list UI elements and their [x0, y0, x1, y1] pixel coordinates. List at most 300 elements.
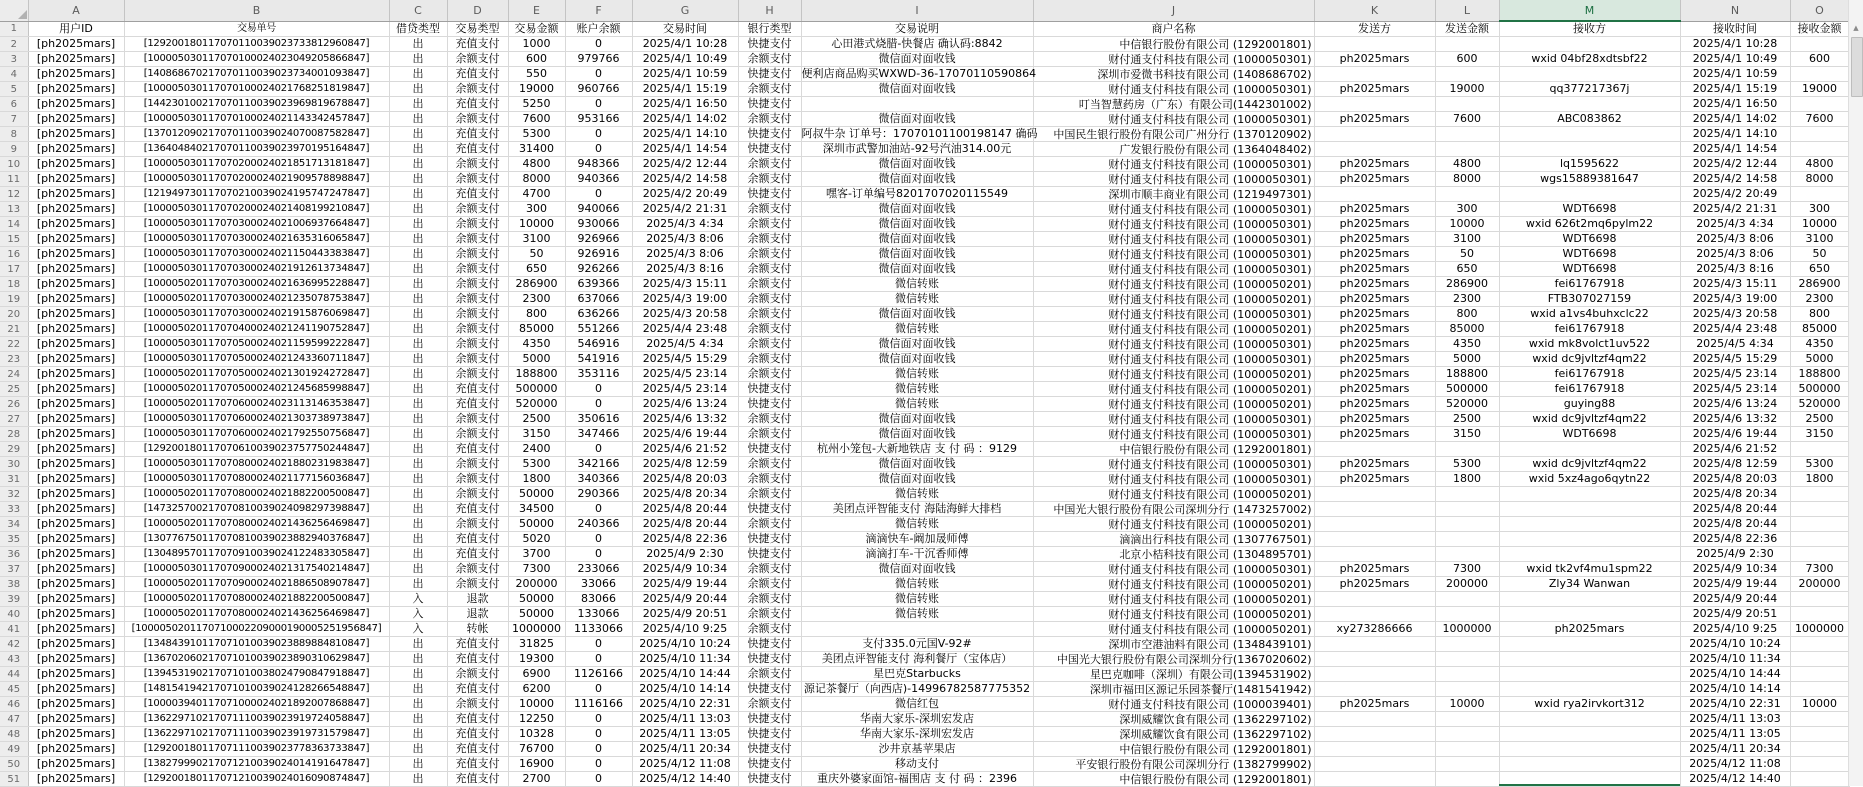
- cell-sender[interactable]: ph2025mars: [1314, 157, 1435, 172]
- cell-transaction-no[interactable]: [129200180117071210039024016090874847]: [124, 772, 389, 787]
- cell-account-balance[interactable]: 0: [565, 637, 632, 652]
- cell-receive-time[interactable]: 2025/4/9 20:44: [1680, 592, 1790, 607]
- cell-receive-amount[interactable]: 500000: [1790, 382, 1849, 397]
- cell-transaction-amount[interactable]: 1000000: [508, 622, 565, 637]
- cell-transaction-desc[interactable]: 微信面对面收钱: [801, 307, 1033, 322]
- cell-debit-credit-type[interactable]: 出: [389, 352, 447, 367]
- column-header-K[interactable]: K: [1314, 0, 1435, 21]
- cell-bank-type[interactable]: 余额支付: [738, 412, 801, 427]
- cell-receive-amount[interactable]: 650: [1790, 262, 1849, 277]
- cell-receive-time[interactable]: 2025/4/10 9:25: [1680, 622, 1790, 637]
- cell-transaction-no[interactable]: [134843910117071010039023889884810847]: [124, 637, 389, 652]
- cell-send-amount[interactable]: [1435, 772, 1499, 787]
- cell-merchant-name[interactable]: [1033, 97, 1314, 112]
- cell-merchant-name[interactable]: [1033, 622, 1314, 637]
- row-number[interactable]: 31: [0, 472, 28, 487]
- cell-user-id[interactable]: [ph2025mars]: [28, 352, 124, 367]
- cell-transaction-time[interactable]: 2025/4/12 11:08: [632, 757, 738, 772]
- cell-user-id[interactable]: [ph2025mars]: [28, 67, 124, 82]
- cell-receive-amount[interactable]: [1790, 682, 1849, 697]
- cell-receiver[interactable]: [1499, 682, 1680, 697]
- cell-user-id[interactable]: [ph2025mars]: [28, 97, 124, 112]
- cell-transaction-time[interactable]: 2025/4/1 10:59: [632, 67, 738, 82]
- cell-transaction-desc[interactable]: 华南大家乐-深圳宏发店: [801, 727, 1033, 742]
- cell-receiver[interactable]: wxid dc9jvltzf4qm22: [1499, 352, 1680, 367]
- cell-merchant-name[interactable]: [1033, 727, 1314, 742]
- cell-transaction-type[interactable]: 余额支付: [447, 367, 508, 382]
- cell-receiver[interactable]: [1499, 127, 1680, 142]
- cell-transaction-amount[interactable]: 16900: [508, 757, 565, 772]
- cell-sender[interactable]: [1314, 442, 1435, 457]
- cell-sender[interactable]: [1314, 667, 1435, 682]
- column-header-D[interactable]: D: [447, 0, 508, 21]
- cell-bank-type[interactable]: 余额支付: [738, 157, 801, 172]
- cell-receive-time[interactable]: 2025/4/6 13:32: [1680, 412, 1790, 427]
- cell-transaction-amount[interactable]: 50000: [508, 487, 565, 502]
- cell-receive-time[interactable]: 2025/4/12 11:08: [1680, 757, 1790, 772]
- cell-receiver[interactable]: WDT6698: [1499, 427, 1680, 442]
- row-number[interactable]: 24: [0, 367, 28, 382]
- cell-transaction-time[interactable]: 2025/4/6 13:32: [632, 412, 738, 427]
- cell-user-id[interactable]: [ph2025mars]: [28, 142, 124, 157]
- cell-transaction-desc[interactable]: 微信红包: [801, 697, 1033, 712]
- cell-debit-credit-type[interactable]: 出: [389, 652, 447, 667]
- cell-transaction-amount[interactable]: 50000: [508, 592, 565, 607]
- cell-receiver[interactable]: lq1595622: [1499, 157, 1680, 172]
- cell-transaction-type[interactable]: 充值支付: [447, 382, 508, 397]
- cell-transaction-type[interactable]: 充值支付: [447, 142, 508, 157]
- cell-bank-type[interactable]: 余额支付: [738, 292, 801, 307]
- cell-user-id[interactable]: [ph2025mars]: [28, 202, 124, 217]
- cell-receive-amount[interactable]: 1000000: [1790, 622, 1849, 637]
- vertical-scrollbar[interactable]: [1848, 0, 1863, 786]
- cell-transaction-amount[interactable]: 188800: [508, 367, 565, 382]
- cell-bank-type[interactable]: 快捷支付: [738, 772, 801, 787]
- cell-send-amount[interactable]: 2500: [1435, 412, 1499, 427]
- cell-receive-amount[interactable]: 5000: [1790, 352, 1849, 367]
- cell-receive-time[interactable]: 2025/4/1 16:50: [1680, 97, 1790, 112]
- cell-receiver[interactable]: [1499, 667, 1680, 682]
- cell-receiver[interactable]: Zly34 Wanwan: [1499, 577, 1680, 592]
- cell-receive-time[interactable]: 2025/4/10 22:31: [1680, 697, 1790, 712]
- cell-receive-amount[interactable]: [1790, 727, 1849, 742]
- cell-send-amount[interactable]: 300: [1435, 202, 1499, 217]
- cell-merchant-name[interactable]: [1033, 157, 1314, 172]
- cell-transaction-no[interactable]: [130776750117070810039023882940376847]: [124, 532, 389, 547]
- cell-bank-type[interactable]: 余额支付: [738, 472, 801, 487]
- cell-receiver[interactable]: [1499, 97, 1680, 112]
- cell-receive-amount[interactable]: 3150: [1790, 427, 1849, 442]
- cell-receiver[interactable]: [1499, 727, 1680, 742]
- cell-receive-amount[interactable]: 10000: [1790, 217, 1849, 232]
- cell-sender[interactable]: [1314, 727, 1435, 742]
- cell-receiver[interactable]: wxid mk8volct1uv522: [1499, 337, 1680, 352]
- cell-merchant-name[interactable]: [1033, 292, 1314, 307]
- cell-transaction-desc[interactable]: 微信转账: [801, 292, 1033, 307]
- cell-account-balance[interactable]: 347466: [565, 427, 632, 442]
- cell-transaction-no[interactable]: [136229710217071110039023919731579847]: [124, 727, 389, 742]
- cell-bank-type[interactable]: 余额支付: [738, 112, 801, 127]
- cell-debit-credit-type[interactable]: 出: [389, 472, 447, 487]
- cell-account-balance[interactable]: 930066: [565, 217, 632, 232]
- cell-send-amount[interactable]: [1435, 67, 1499, 82]
- cell-bank-type[interactable]: 快捷支付: [738, 37, 801, 52]
- cell-user-id[interactable]: [ph2025mars]: [28, 292, 124, 307]
- row-number[interactable]: 11: [0, 172, 28, 187]
- cell-transaction-type[interactable]: 充值支付: [447, 652, 508, 667]
- cell-transaction-time[interactable]: 2025/4/6 13:24: [632, 397, 738, 412]
- column-header-F[interactable]: F: [565, 0, 632, 21]
- cell-transaction-amount[interactable]: 7300: [508, 562, 565, 577]
- cell-send-amount[interactable]: 85000: [1435, 322, 1499, 337]
- cell-transaction-amount[interactable]: 50000: [508, 517, 565, 532]
- cell-account-balance[interactable]: 0: [565, 652, 632, 667]
- cell-receive-time[interactable]: 2025/4/11 13:03: [1680, 712, 1790, 727]
- cell-account-balance[interactable]: 0: [565, 382, 632, 397]
- header-cell-receive-amount[interactable]: 接收金额: [1790, 21, 1849, 37]
- cell-transaction-type[interactable]: 余额支付: [447, 322, 508, 337]
- cell-send-amount[interactable]: 800: [1435, 307, 1499, 322]
- cell-user-id[interactable]: [ph2025mars]: [28, 622, 124, 637]
- cell-transaction-amount[interactable]: 3100: [508, 232, 565, 247]
- cell-receive-amount[interactable]: [1790, 592, 1849, 607]
- cell-receiver[interactable]: wxid 04bf28xdtsbf22: [1499, 52, 1680, 67]
- cell-bank-type[interactable]: 快捷支付: [738, 397, 801, 412]
- cell-send-amount[interactable]: 286900: [1435, 277, 1499, 292]
- cell-account-balance[interactable]: 960766: [565, 82, 632, 97]
- cell-receive-time[interactable]: 2025/4/5 23:14: [1680, 367, 1790, 382]
- cell-sender[interactable]: [1314, 757, 1435, 772]
- cell-transaction-time[interactable]: 2025/4/3 19:00: [632, 292, 738, 307]
- cell-merchant-name[interactable]: [1033, 37, 1314, 52]
- cell-receive-time[interactable]: 2025/4/6 19:44: [1680, 427, 1790, 442]
- cell-transaction-type[interactable]: 余额支付: [447, 487, 508, 502]
- cell-merchant-name[interactable]: [1033, 232, 1314, 247]
- cell-bank-type[interactable]: 余额支付: [738, 277, 801, 292]
- cell-transaction-no[interactable]: [100005030117070900024021317540214847]: [124, 562, 389, 577]
- cell-bank-type[interactable]: 余额支付: [738, 262, 801, 277]
- cell-sender[interactable]: ph2025mars: [1314, 427, 1435, 442]
- cell-debit-credit-type[interactable]: 出: [389, 97, 447, 112]
- cell-merchant-name[interactable]: [1033, 352, 1314, 367]
- cell-send-amount[interactable]: [1435, 97, 1499, 112]
- cell-account-balance[interactable]: 940066: [565, 202, 632, 217]
- cell-transaction-desc[interactable]: 支付335.0元国V-92#: [801, 637, 1033, 652]
- cell-account-balance[interactable]: 639366: [565, 277, 632, 292]
- cell-send-amount[interactable]: 200000: [1435, 577, 1499, 592]
- cell-transaction-no[interactable]: [139453190217071010038024790847918847]: [124, 667, 389, 682]
- cell-bank-type[interactable]: 余额支付: [738, 202, 801, 217]
- cell-receiver[interactable]: FTB307027159: [1499, 292, 1680, 307]
- cell-sender[interactable]: ph2025mars: [1314, 562, 1435, 577]
- cell-transaction-type[interactable]: 余额支付: [447, 247, 508, 262]
- cell-transaction-type[interactable]: 充值支付: [447, 772, 508, 787]
- cell-user-id[interactable]: [ph2025mars]: [28, 262, 124, 277]
- cell-account-balance[interactable]: 926916: [565, 247, 632, 262]
- cell-transaction-type[interactable]: 充值支付: [447, 637, 508, 652]
- cell-user-id[interactable]: [ph2025mars]: [28, 712, 124, 727]
- cell-debit-credit-type[interactable]: 出: [389, 82, 447, 97]
- cell-send-amount[interactable]: 10000: [1435, 217, 1499, 232]
- cell-transaction-desc[interactable]: 心田港式烧腊-快餐店 确认码:8842: [801, 37, 1033, 52]
- row-number[interactable]: 34: [0, 517, 28, 532]
- header-cell-receive-time[interactable]: 接收时间: [1680, 21, 1790, 37]
- cell-bank-type[interactable]: 快捷支付: [738, 757, 801, 772]
- cell-merchant-name[interactable]: [1033, 487, 1314, 502]
- cell-transaction-no[interactable]: [100005030117070800024021880231983847]: [124, 457, 389, 472]
- cell-bank-type[interactable]: 余额支付: [738, 52, 801, 67]
- cell-transaction-no[interactable]: [129200180117070610039023757750244847]: [124, 442, 389, 457]
- cell-user-id[interactable]: [ph2025mars]: [28, 427, 124, 442]
- cell-transaction-type[interactable]: 充值支付: [447, 187, 508, 202]
- cell-transaction-time[interactable]: 2025/4/9 20:44: [632, 592, 738, 607]
- cell-transaction-desc[interactable]: 嘿客-订单编号8201707020115549: [801, 187, 1033, 202]
- cell-transaction-amount[interactable]: 520000: [508, 397, 565, 412]
- cell-sender[interactable]: [1314, 517, 1435, 532]
- cell-send-amount[interactable]: [1435, 547, 1499, 562]
- cell-account-balance[interactable]: 0: [565, 502, 632, 517]
- cell-sender[interactable]: [1314, 592, 1435, 607]
- cell-transaction-time[interactable]: 2025/4/8 12:59: [632, 457, 738, 472]
- cell-receiver[interactable]: WDT6698: [1499, 262, 1680, 277]
- cell-merchant-name[interactable]: [1033, 592, 1314, 607]
- scroll-up-icon[interactable]: ▲: [1849, 21, 1863, 35]
- cell-receive-time[interactable]: 2025/4/8 20:44: [1680, 517, 1790, 532]
- cell-transaction-time[interactable]: 2025/4/6 21:52: [632, 442, 738, 457]
- cell-transaction-time[interactable]: 2025/4/1 15:19: [632, 82, 738, 97]
- cell-debit-credit-type[interactable]: 出: [389, 217, 447, 232]
- cell-sender[interactable]: ph2025mars: [1314, 112, 1435, 127]
- cell-transaction-type[interactable]: 充值支付: [447, 547, 508, 562]
- cell-bank-type[interactable]: 余额支付: [738, 337, 801, 352]
- cell-merchant-name[interactable]: [1033, 412, 1314, 427]
- cell-transaction-desc[interactable]: 微信面对面收钱: [801, 352, 1033, 367]
- cell-transaction-no[interactable]: [144230100217070110039023969819678847]: [124, 97, 389, 112]
- cell-transaction-desc[interactable]: [801, 622, 1033, 637]
- header-cell-debit-credit-type[interactable]: 借贷类型: [389, 21, 447, 37]
- cell-receive-amount[interactable]: [1790, 127, 1849, 142]
- cell-transaction-no[interactable]: [130489570117070910039024122483305847]: [124, 547, 389, 562]
- cell-debit-credit-type[interactable]: 出: [389, 772, 447, 787]
- cell-receive-amount[interactable]: [1790, 607, 1849, 622]
- cell-sender[interactable]: [1314, 97, 1435, 112]
- cell-transaction-time[interactable]: 2025/4/2 12:44: [632, 157, 738, 172]
- cell-merchant-name[interactable]: [1033, 112, 1314, 127]
- cell-sender[interactable]: ph2025mars: [1314, 322, 1435, 337]
- column-header-B[interactable]: B: [124, 0, 389, 21]
- cell-send-amount[interactable]: [1435, 757, 1499, 772]
- cell-bank-type[interactable]: 余额支付: [738, 322, 801, 337]
- cell-transaction-type[interactable]: 转帐: [447, 622, 508, 637]
- cell-transaction-type[interactable]: 充值支付: [447, 97, 508, 112]
- header-cell-transaction-type[interactable]: 交易类型: [447, 21, 508, 37]
- cell-transaction-time[interactable]: 2025/4/8 20:34: [632, 487, 738, 502]
- row-number[interactable]: 39: [0, 592, 28, 607]
- cell-send-amount[interactable]: [1435, 517, 1499, 532]
- cell-transaction-no[interactable]: [121949730117070210039024195747247847]: [124, 187, 389, 202]
- cell-bank-type[interactable]: 余额支付: [738, 487, 801, 502]
- cell-transaction-desc[interactable]: 星巴克Starbucks: [801, 667, 1033, 682]
- cell-user-id[interactable]: [ph2025mars]: [28, 127, 124, 142]
- cell-transaction-no[interactable]: [100005020117070400024021241190752847]: [124, 322, 389, 337]
- row-number[interactable]: 5: [0, 82, 28, 97]
- cell-transaction-desc[interactable]: 微信转账: [801, 487, 1033, 502]
- cell-transaction-no[interactable]: [100005020117070800024021436256469847]: [124, 607, 389, 622]
- cell-transaction-time[interactable]: 2025/4/10 10:24: [632, 637, 738, 652]
- cell-user-id[interactable]: [ph2025mars]: [28, 247, 124, 262]
- cell-debit-credit-type[interactable]: 出: [389, 682, 447, 697]
- cell-user-id[interactable]: [ph2025mars]: [28, 592, 124, 607]
- cell-transaction-desc[interactable]: 微信面对面收钱: [801, 247, 1033, 262]
- cell-user-id[interactable]: [ph2025mars]: [28, 442, 124, 457]
- cell-bank-type[interactable]: 快捷支付: [738, 67, 801, 82]
- cell-send-amount[interactable]: 2300: [1435, 292, 1499, 307]
- cell-debit-credit-type[interactable]: 出: [389, 142, 447, 157]
- cell-transaction-time[interactable]: 2025/4/3 4:34: [632, 217, 738, 232]
- cell-transaction-desc[interactable]: 美团点评智能支付 海利餐厅（宝体店）: [801, 652, 1033, 667]
- cell-send-amount[interactable]: 520000: [1435, 397, 1499, 412]
- cell-transaction-amount[interactable]: 85000: [508, 322, 565, 337]
- cell-receive-time[interactable]: 2025/4/8 20:44: [1680, 502, 1790, 517]
- cell-receive-time[interactable]: 2025/4/1 14:02: [1680, 112, 1790, 127]
- cell-transaction-desc[interactable]: 微信转账: [801, 517, 1033, 532]
- column-header-A[interactable]: A: [28, 0, 124, 21]
- cell-receiver[interactable]: [1499, 592, 1680, 607]
- cell-sender[interactable]: ph2025mars: [1314, 367, 1435, 382]
- cell-debit-credit-type[interactable]: 出: [389, 577, 447, 592]
- row-number[interactable]: 41: [0, 622, 28, 637]
- cell-sender[interactable]: ph2025mars: [1314, 577, 1435, 592]
- cell-sender[interactable]: [1314, 37, 1435, 52]
- column-header-O[interactable]: O: [1790, 0, 1849, 21]
- cell-transaction-amount[interactable]: 2700: [508, 772, 565, 787]
- cell-transaction-time[interactable]: 2025/4/8 20:03: [632, 472, 738, 487]
- cell-receive-amount[interactable]: 3100: [1790, 232, 1849, 247]
- row-number[interactable]: 40: [0, 607, 28, 622]
- cell-debit-credit-type[interactable]: 出: [389, 427, 447, 442]
- cell-transaction-desc[interactable]: 微信面对面收钱: [801, 457, 1033, 472]
- cell-receive-amount[interactable]: [1790, 97, 1849, 112]
- cell-user-id[interactable]: [ph2025mars]: [28, 232, 124, 247]
- cell-transaction-type[interactable]: 余额支付: [447, 52, 508, 67]
- cell-send-amount[interactable]: 50: [1435, 247, 1499, 262]
- cell-receiver[interactable]: [1499, 637, 1680, 652]
- cell-transaction-amount[interactable]: 200000: [508, 577, 565, 592]
- cell-account-balance[interactable]: 0: [565, 547, 632, 562]
- cell-send-amount[interactable]: 188800: [1435, 367, 1499, 382]
- cell-merchant-name[interactable]: [1033, 217, 1314, 232]
- cell-receive-time[interactable]: 2025/4/3 8:06: [1680, 232, 1790, 247]
- cell-transaction-no[interactable]: [100005030117070300024021635316065847]: [124, 232, 389, 247]
- cell-merchant-name[interactable]: [1033, 187, 1314, 202]
- cell-transaction-time[interactable]: 2025/4/11 13:05: [632, 727, 738, 742]
- row-number[interactable]: 3: [0, 52, 28, 67]
- cell-send-amount[interactable]: 5000: [1435, 352, 1499, 367]
- cell-receive-time[interactable]: 2025/4/6 13:24: [1680, 397, 1790, 412]
- cell-transaction-type[interactable]: 余额支付: [447, 277, 508, 292]
- cell-send-amount[interactable]: [1435, 682, 1499, 697]
- cell-transaction-type[interactable]: 退款: [447, 607, 508, 622]
- cell-send-amount[interactable]: [1435, 532, 1499, 547]
- cell-receive-amount[interactable]: [1790, 652, 1849, 667]
- cell-receive-time[interactable]: 2025/4/10 11:34: [1680, 652, 1790, 667]
- cell-transaction-type[interactable]: 余额支付: [447, 562, 508, 577]
- cell-receive-amount[interactable]: [1790, 667, 1849, 682]
- cell-transaction-type[interactable]: 充值支付: [447, 502, 508, 517]
- row-number[interactable]: 46: [0, 697, 28, 712]
- cell-transaction-amount[interactable]: 5300: [508, 127, 565, 142]
- cell-transaction-desc[interactable]: 微信转账: [801, 397, 1033, 412]
- cell-receive-time[interactable]: 2025/4/5 23:14: [1680, 382, 1790, 397]
- cell-receive-time[interactable]: 2025/4/1 10:28: [1680, 37, 1790, 52]
- cell-receive-time[interactable]: 2025/4/2 12:44: [1680, 157, 1790, 172]
- cell-receive-time[interactable]: 2025/4/5 15:29: [1680, 352, 1790, 367]
- cell-sender[interactable]: ph2025mars: [1314, 307, 1435, 322]
- cell-merchant-name[interactable]: [1033, 562, 1314, 577]
- cell-debit-credit-type[interactable]: 出: [389, 757, 447, 772]
- cell-transaction-time[interactable]: 2025/4/2 21:31: [632, 202, 738, 217]
- cell-transaction-no[interactable]: [100005030117070100024021768251819847]: [124, 82, 389, 97]
- cell-account-balance[interactable]: 636266: [565, 307, 632, 322]
- cell-transaction-amount[interactable]: 6900: [508, 667, 565, 682]
- cell-account-balance[interactable]: 233066: [565, 562, 632, 577]
- row-number[interactable]: 30: [0, 457, 28, 472]
- cell-receive-time[interactable]: 2025/4/1 10:59: [1680, 67, 1790, 82]
- cell-transaction-amount[interactable]: 286900: [508, 277, 565, 292]
- cell-sender[interactable]: ph2025mars: [1314, 697, 1435, 712]
- cell-user-id[interactable]: [ph2025mars]: [28, 577, 124, 592]
- cell-transaction-no[interactable]: [100005030117070300024021006937664847]: [124, 217, 389, 232]
- cell-bank-type[interactable]: 余额支付: [738, 307, 801, 322]
- cell-receive-amount[interactable]: 2300: [1790, 292, 1849, 307]
- cell-user-id[interactable]: [ph2025mars]: [28, 37, 124, 52]
- cell-bank-type[interactable]: 余额支付: [738, 367, 801, 382]
- cell-transaction-type[interactable]: 充值支付: [447, 67, 508, 82]
- cell-user-id[interactable]: [ph2025mars]: [28, 562, 124, 577]
- cell-transaction-desc[interactable]: 重庆外婆家面馆-福围店 支 付 码 ：2396: [801, 772, 1033, 787]
- cell-account-balance[interactable]: 0: [565, 397, 632, 412]
- cell-receive-amount[interactable]: 7300: [1790, 562, 1849, 577]
- cell-receiver[interactable]: [1499, 502, 1680, 517]
- cell-transaction-amount[interactable]: 2400: [508, 442, 565, 457]
- cell-user-id[interactable]: [ph2025mars]: [28, 757, 124, 772]
- cell-transaction-amount[interactable]: 76700: [508, 742, 565, 757]
- cell-transaction-no[interactable]: [100005030117070500024021159599222847]: [124, 337, 389, 352]
- cell-user-id[interactable]: [ph2025mars]: [28, 637, 124, 652]
- column-header-J[interactable]: J: [1033, 0, 1314, 21]
- cell-receive-amount[interactable]: [1790, 532, 1849, 547]
- cell-account-balance[interactable]: 342166: [565, 457, 632, 472]
- cell-merchant-name[interactable]: [1033, 457, 1314, 472]
- cell-receive-time[interactable]: 2025/4/3 19:00: [1680, 292, 1790, 307]
- row-number[interactable]: 7: [0, 112, 28, 127]
- cell-debit-credit-type[interactable]: 出: [389, 322, 447, 337]
- cell-merchant-name[interactable]: [1033, 397, 1314, 412]
- cell-receiver[interactable]: wxid dc9jvltzf4qm22: [1499, 412, 1680, 427]
- cell-transaction-time[interactable]: 2025/4/8 20:44: [632, 517, 738, 532]
- cell-user-id[interactable]: [ph2025mars]: [28, 652, 124, 667]
- cell-transaction-no[interactable]: [100005030117070800024021177156036847]: [124, 472, 389, 487]
- cell-receiver[interactable]: fei61767918: [1499, 382, 1680, 397]
- row-number[interactable]: 15: [0, 232, 28, 247]
- cell-receive-amount[interactable]: 188800: [1790, 367, 1849, 382]
- cell-transaction-desc[interactable]: [801, 97, 1033, 112]
- cell-send-amount[interactable]: 650: [1435, 262, 1499, 277]
- cell-user-id[interactable]: [ph2025mars]: [28, 382, 124, 397]
- cell-transaction-time[interactable]: 2025/4/3 8:06: [632, 232, 738, 247]
- cell-merchant-name[interactable]: [1033, 367, 1314, 382]
- cell-bank-type[interactable]: 快捷支付: [738, 382, 801, 397]
